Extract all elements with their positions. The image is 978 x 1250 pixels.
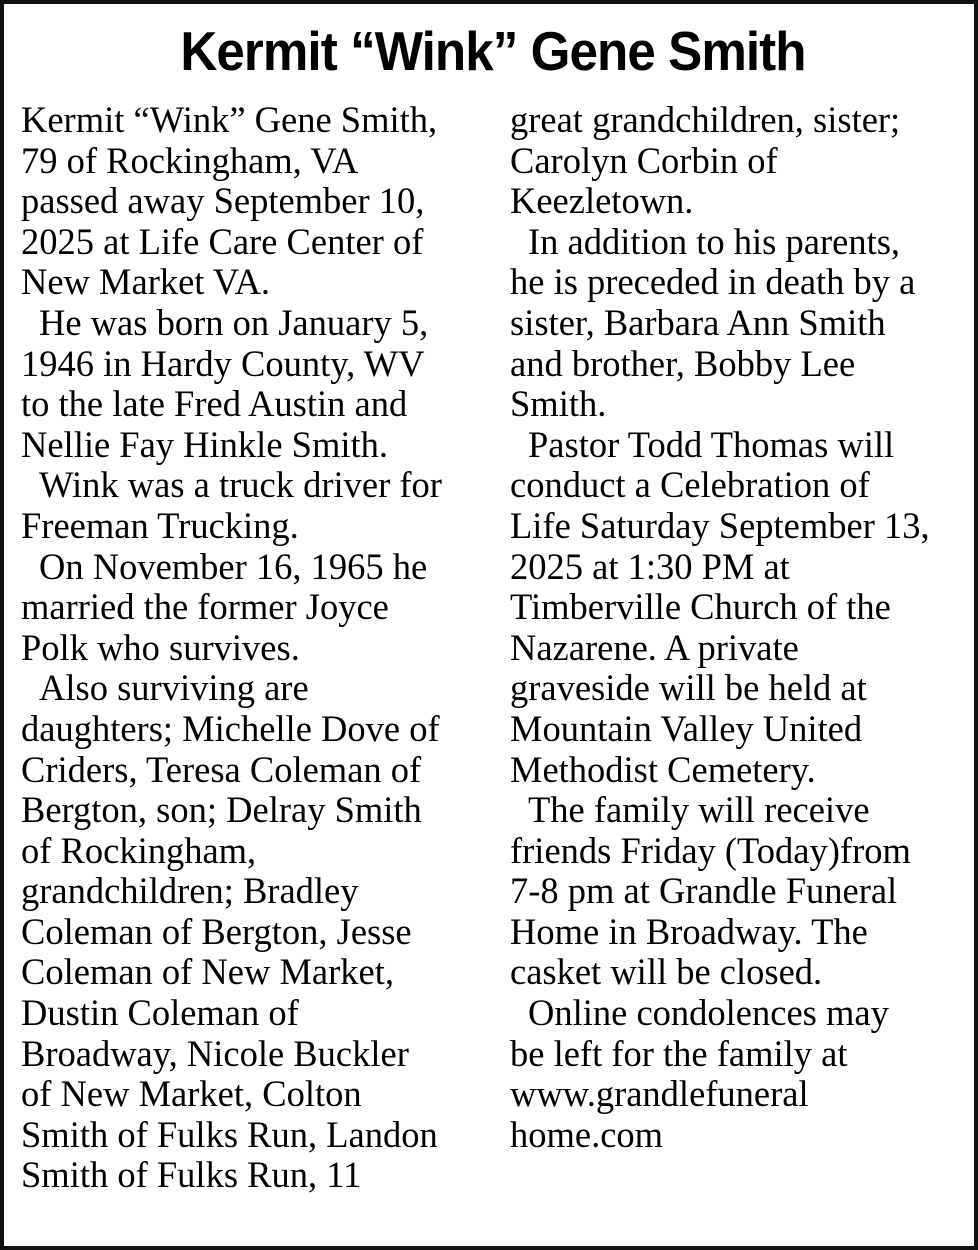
paragraph-start-line: The family will receive (528, 789, 870, 831)
text-line: Criders, Teresa Coleman of (21, 748, 422, 790)
obituary-column-left (21, 100, 491, 1196)
text-line: grandchildren; Bradley (21, 870, 359, 912)
text-line: daughters; Michelle Dove of (21, 707, 440, 749)
paragraph-start-line: Online condolences may (528, 992, 889, 1034)
text-line: Home in Broadway. The (510, 910, 868, 952)
text-line: great grandchildren, sister; (510, 99, 901, 140)
obituary-column-right (510, 100, 965, 1155)
paragraph-start-line: Pastor Todd Thomas will (528, 423, 895, 465)
text-line: graveside will be held at (510, 667, 867, 709)
paragraph-start-line: In addition to his parents, (528, 220, 901, 262)
text-line: New Market VA. (21, 261, 271, 303)
text-line: Smith. (510, 383, 607, 425)
text-line: Smith of Fulks Run, Landon (21, 1113, 438, 1155)
text-line: Timberville Church of the (510, 586, 891, 628)
text-line: Carolyn Corbin of (510, 139, 778, 181)
text-line: 2025 at 1:30 PM at (510, 545, 790, 587)
paragraph-start-line: He was born on January 5, (39, 301, 429, 343)
text-line: Nellie Fay Hinkle Smith. (21, 423, 388, 465)
paragraph-start-line: Wink was a truck driver for (39, 464, 442, 506)
text-line: Coleman of Bergton, Jesse (21, 910, 412, 952)
text-line: Mountain Valley United (510, 707, 863, 749)
text-line: married the former Joyce (21, 586, 389, 628)
obituary-headline: Kermit “Wink” Gene Smith (180, 20, 806, 82)
text-line: Polk who survives. (21, 626, 300, 668)
text-line: Coleman of New Market, (21, 951, 395, 993)
paragraph-start-line: On November 16, 1965 he (39, 545, 428, 587)
website-line: home.com (510, 1113, 664, 1155)
text-line: of Rockingham, (21, 829, 257, 871)
text-line: friends Friday (Today)from (510, 829, 911, 871)
text-line: and brother, Bobby Lee (510, 342, 856, 384)
text-line: Broadway, Nicole Buckler (21, 1032, 409, 1074)
text-line: 7-8 pm at Grandle Funeral (510, 870, 898, 912)
text-line: Nazarene. A private (510, 626, 799, 668)
text-line: Life Saturday September 13, (510, 504, 930, 546)
text-line: 79 of Rockingham, VA (21, 139, 359, 181)
text-line: casket will be closed. (510, 951, 823, 993)
text-line: Kermit “Wink” Gene Smith, (21, 99, 438, 140)
text-line: he is preceded in death by a (510, 261, 916, 303)
text-line: conduct a Celebration of (510, 464, 870, 506)
text-line: Dustin Coleman of (21, 992, 299, 1034)
text-line: Methodist Cemetery. (510, 748, 816, 790)
text-line: sister, Barbara Ann Smith (510, 301, 886, 343)
text-line: 1946 in Hardy County, WV (21, 342, 425, 384)
text-line: of New Market, Colton (21, 1073, 362, 1115)
text-line: Keezletown. (510, 180, 694, 222)
website-line: www.grandlefuneral (510, 1073, 809, 1115)
text-line: to the late Fred Austin and (21, 383, 408, 425)
text-line: passed away September 10, (21, 180, 425, 222)
text-line: Freeman Trucking. (21, 504, 299, 546)
text-line: 2025 at Life Care Center of (21, 220, 424, 262)
paragraph-start-line: Also surviving are (39, 667, 309, 709)
text-line: Smith of Fulks Run, 11 (21, 1154, 362, 1196)
text-line: be left for the family at (510, 1032, 848, 1074)
text-line: Bergton, son; Delray Smith (21, 789, 422, 831)
